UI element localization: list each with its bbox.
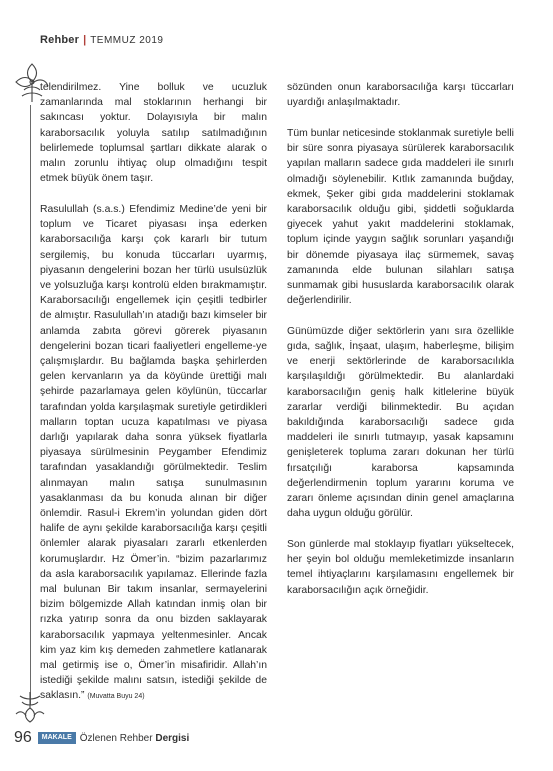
magazine-name-bold: Dergisi — [155, 732, 190, 744]
paragraph: Günümüzde diğer sektörlerin yanı sıra özellikle gıda, sağlık, İnşaat, ulaşım, haberleşme, bilişim ve enerji sektörlerinde de karaborsacılıkla karşılaşıldığı görülmektedir. Bu alanlardaki karaborsacılığın geniş halk kitlelerine büyük zararlar verdiği bilinmektedir. Bu açıdan bakıldığında karaborsacılığı sadece gıda maddeleri ile sınırlı tutmayıp, yasak kapsamını genişleterek topluma zararı dokunan her türlü fırsatçılığı karaborsa kapsamında değerlendirmenin toplum yararını koruma ve zararı önleme açısından dinin genel amaçlarına daha uygun olduğu görülür. — [287, 325, 514, 520]
page-number: 96 — [14, 729, 32, 746]
magazine-name-regular: Özlenen Rehber — [79, 732, 153, 744]
page-footer — [14, 728, 189, 748]
section-tag: MAKALE — [38, 732, 76, 744]
header-separator: | — [83, 34, 87, 46]
issue-date: TEMMUZ 2019 — [90, 34, 164, 46]
article-right-column — [287, 80, 514, 613]
paragraph-text: Rasulullah (s.a.s.) Efendimiz Medine’de yeni bir toplum ve Ticaret piyasası inşa ederken karaborsacılığa karşı çok kararlı bir tutum sergilemiş, bu konuda tüccarları uyarmış, piyasanın dengelerini bozan her türlü usulsüzlük ve yolsuzluğa karşı kontrolü elden bırakmamıştır. Karaborsacılığı engellemek için çeşitli tedbirler de almıştır. Rasulullah’ın atadığı bazı kimseler bir anlamda zabıta görevi görerek piyasanın dengelerini bozan ticari faaliyetleri engelleme-ye çalışmışlardır. Bu bağlamda başka şehirlerden gelen kervanların ya da köyünde ürettiği malı şehirde pazarlamaya gelen köylünün, tüccarlar tarafından yolda karşılaşmak suretiyle getirdikleri malların toptan ucuza kapatılması ve piyasa darlığı yapılarak daha sonra yüksek fiyatlarla piyasaya sürülmesinin Peygamber Efendimiz tarafından yasaklandığı görülmektedir. Teslim alınmayan malın satışa sunulmasının yasaklanması da bu konuda alınan bir diğer önlemdir. Rasul-i Ekrem’in yolundan giden dört halife de aynı şekilde karaborsacılığa karşı çeşitli önlemler alarak piyasaları zararlı etkenlerden korumuşlardır. Hz Ömer’in. “bizim pazarlarımız da asla karaborsacılık yapılamaz. Ellerinde fazla mal bulunan Bir takım insanlar, sermayelerini bizim bölgemizde Allah katından inmiş olan bir rızka yatırıp sonra da onu bizden saklayarak karaborsacılık yapmaya yeltenmesinler. Ancak kim yaz kim kış demeden zahmetlere katlanarak mal getirmiş ise o, Ömer’in misafiridir. Allah’ın istediği şekilde malını satsın, istediği şekilde de saklasın.” — [40, 203, 267, 702]
page-header — [40, 32, 163, 48]
paragraph: Son günlerde mal stoklayıp fiyatları yükseltecek, her şeyin bol olduğu memleketimizde insanların temel ihtiyaçlarını karşılamasını engellemek bir karaborsacılığın açık örneğidir. — [287, 538, 514, 596]
brand-logo: Rehber — [40, 34, 80, 46]
article-left-column — [40, 80, 267, 720]
paragraph: sözünden onun karaborsacılığa karşı tüccarları uyardığı anlaşılmaktadır. — [287, 82, 514, 109]
paragraph: telendirilmez. Yine bolluk ve ucuzluk zamanlarında mal stoklarının herhangi bir sakıncası yoktur. Dolayısıyla bir malın karaborsacılık yoluyla satılıp satılmadığının belirlemede toplumsal şartları dikkate alarak o malın zorunlu ihtiyaç olup olmadığını tespit etmek büyük önem taşır. — [40, 82, 267, 185]
magazine-name — [80, 733, 190, 744]
paragraph: Tüm bunlar neticesinde stoklanmak suretiyle belli bir süre sonra piyasaya sürülerek karaborsacılık yapılan malların sadece gıda maddeleri ile sınırlı olmadığı söylenebilir. Kıtlık zamanında buğday, ekmek, Şeker gibi gıda maddelerini stoklamak karaborsacılık olduğu gibi, şiddetli soğuklarda giyecek yahut yakıt maddelerini stoklamak, toplum içinde yaygın sağlık sorunları yaşandığı bir dönemde piyasaya ilaç sürmemek, savaş zamanında elde bulunan silahları satışa sunmamak gibi hususlarda karaborsacılık olarak değerlendirilir. — [287, 127, 514, 307]
paragraph — [40, 202, 267, 705]
margin-rule — [30, 105, 31, 705]
citation: (Muvatta Buyu 24) — [87, 693, 145, 701]
